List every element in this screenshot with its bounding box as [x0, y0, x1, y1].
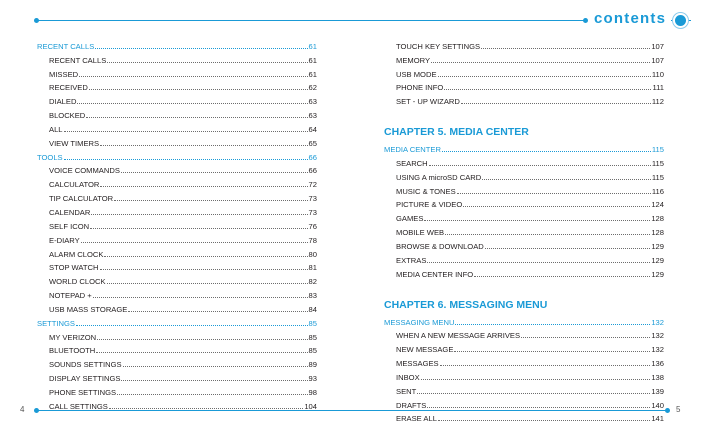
- toc-entry-label: SET - UP WIZARD: [396, 97, 460, 107]
- toc-entry-row[interactable]: [384, 182, 664, 196]
- toc-entry-label: SENT: [396, 386, 417, 396]
- dot-leader: [481, 48, 650, 49]
- toc-page-number: 73: [308, 194, 317, 204]
- toc-page-number: 85: [308, 332, 317, 342]
- toc-page-number: 65: [308, 138, 317, 148]
- toc-page-number: 115: [651, 145, 664, 155]
- toc-page-number: 82: [308, 277, 317, 287]
- toc-entry-label: MUSIC & TONES: [396, 186, 456, 196]
- dot-leader: [442, 151, 651, 152]
- toc-page-number: 136: [651, 359, 664, 369]
- dot-leader: [128, 311, 307, 312]
- dot-leader: [121, 380, 307, 381]
- toc-entry-label: DISPLAY SETTINGS: [49, 374, 121, 384]
- toc-entry-row[interactable]: [384, 223, 664, 237]
- dot-leader: [444, 89, 651, 90]
- dot-leader: [86, 117, 307, 118]
- toc-page-number: 132: [651, 317, 664, 327]
- dot-leader: [482, 179, 651, 180]
- toc-entry-label: CALENDAR: [49, 207, 91, 217]
- header-rule-end-dot: [583, 18, 588, 23]
- toc-entry-label: SEARCH: [396, 158, 428, 168]
- chapter-heading: CHAPTER 6. MESSAGING MENU: [384, 298, 548, 311]
- toc-entry-label: WORLD CLOCK: [49, 277, 106, 287]
- toc-entry-label: USB MODE: [396, 69, 437, 79]
- toc-section-row[interactable]: [384, 140, 664, 154]
- toc-entry-label: ERASE ALL: [396, 414, 437, 424]
- dot-leader: [455, 324, 650, 325]
- toc-entry-row[interactable]: [384, 79, 664, 93]
- toc-page-number: 61: [308, 69, 317, 79]
- dot-leader: [431, 62, 650, 63]
- toc-page-number: 66: [308, 166, 317, 176]
- toc-entry-label: RECENT CALLS: [37, 41, 95, 51]
- toc-page-number: 81: [308, 263, 317, 273]
- toc-entry-label: MEMORY: [396, 55, 431, 65]
- toc-page-number: 141: [651, 414, 664, 424]
- toc-page-number: 138: [651, 372, 664, 382]
- toc-page-number: 89: [308, 360, 317, 370]
- toc-entry-label: MISSED: [49, 69, 79, 79]
- toc-entry-label: MESSAGES: [396, 359, 439, 369]
- toc-entry-label: ALARM CLOCK: [49, 249, 104, 259]
- toc-page-number: 76: [308, 221, 317, 231]
- toc-entry-label: NOTEPAD +: [49, 291, 92, 301]
- dot-leader: [421, 379, 651, 380]
- dot-leader: [109, 408, 304, 409]
- toc-page-number: 66: [308, 152, 317, 162]
- toc-page-number: 72: [308, 180, 317, 190]
- toc-page-number: 128: [651, 214, 664, 224]
- toc-entry-row[interactable]: [37, 51, 317, 65]
- toc-page-number: 132: [651, 345, 664, 355]
- toc-entry-row[interactable]: [384, 92, 664, 106]
- toc-section-row[interactable]: [384, 313, 664, 327]
- toc-entry-row[interactable]: [384, 410, 664, 424]
- dot-leader: [91, 214, 307, 215]
- toc-page-number: 107: [651, 55, 664, 65]
- toc-entry-row[interactable]: [37, 286, 317, 300]
- toc-entry-row[interactable]: [37, 217, 317, 231]
- toc-entry-row[interactable]: [37, 120, 317, 134]
- toc-entry-row[interactable]: [37, 328, 317, 342]
- dot-leader: [521, 337, 650, 338]
- toc-entry-label: VIEW TIMERS: [49, 138, 100, 148]
- chapter-spacer: [384, 279, 664, 292]
- dot-leader: [485, 248, 651, 249]
- toc-entry-label: TOOLS: [37, 152, 63, 162]
- toc-page-number: 124: [651, 200, 664, 210]
- dot-leader: [445, 234, 650, 235]
- toc-page-number: 129: [651, 241, 664, 251]
- dot-leader: [107, 283, 308, 284]
- toc-entry-row[interactable]: [384, 382, 664, 396]
- toc-entry-row[interactable]: [37, 369, 317, 383]
- toc-entry-label: BLOCKED: [49, 111, 86, 121]
- dot-leader: [95, 48, 307, 49]
- dot-leader: [104, 256, 307, 257]
- toc-entry-label: PICTURE & VIDEO: [396, 200, 463, 210]
- dot-leader: [97, 339, 307, 340]
- dot-leader: [90, 228, 307, 229]
- toc-entry-label: SELF ICON: [49, 221, 90, 231]
- toc-entry-row[interactable]: [37, 134, 317, 148]
- toc-entry-label: RECENT CALLS: [49, 55, 107, 65]
- toc-page-number: 85: [308, 346, 317, 356]
- toc-entry-row[interactable]: [37, 203, 317, 217]
- dot-leader: [107, 62, 307, 63]
- toc-page-number: 132: [651, 331, 664, 341]
- toc-entry-row[interactable]: [37, 92, 317, 106]
- toc-entry-label: BROWSE & DOWNLOAD: [396, 241, 484, 251]
- toc-entry-row[interactable]: [37, 231, 317, 245]
- toc-entry-row[interactable]: [37, 189, 317, 203]
- toc-entry-label: E-DIARY: [49, 235, 80, 245]
- toc-page-number: 73: [308, 207, 317, 217]
- toc-page-number: 115: [651, 158, 664, 168]
- toc-entry-row[interactable]: [384, 237, 664, 251]
- dot-leader: [457, 193, 651, 194]
- toc-page-number: 64: [308, 124, 317, 134]
- toc-entry-label: DRAFTS: [396, 400, 427, 410]
- toc-page-number: 111: [652, 83, 664, 93]
- toc-entry-row[interactable]: [384, 65, 664, 79]
- toc-entry-row[interactable]: [37, 245, 317, 259]
- toc-page-number: 80: [308, 249, 317, 259]
- toc-page-number: 63: [308, 97, 317, 107]
- toc-entry-row[interactable]: [384, 327, 664, 341]
- dot-leader: [474, 276, 650, 277]
- toc-page-number: 83: [308, 291, 317, 301]
- dot-leader: [424, 220, 650, 221]
- toc-entry-row[interactable]: [37, 397, 317, 411]
- toc-page-number: 93: [308, 374, 317, 384]
- dot-leader: [438, 420, 650, 421]
- dot-leader: [64, 131, 308, 132]
- toc-page-number: 129: [651, 255, 664, 265]
- toc-entry-label: GAMES: [396, 214, 424, 224]
- toc-entry-row[interactable]: [37, 79, 317, 93]
- toc-entry-row[interactable]: [37, 355, 317, 369]
- dot-leader: [114, 200, 307, 201]
- dot-leader: [427, 407, 650, 408]
- toc-page-number: 104: [304, 401, 317, 411]
- toc-page-number: 115: [651, 172, 664, 182]
- toc-entry-label: TIP CALCULATOR: [49, 194, 114, 204]
- page-title: contents: [594, 10, 667, 27]
- dot-leader: [121, 172, 308, 173]
- dot-leader: [438, 76, 651, 77]
- toc-entry-label: WHEN A NEW MESSAGE ARRIVES: [396, 331, 521, 341]
- toc-entry-row[interactable]: [37, 65, 317, 79]
- toc-entry-row[interactable]: [384, 168, 664, 182]
- toc-entry-label: MOBILE WEB: [396, 228, 445, 238]
- dot-leader: [429, 165, 651, 166]
- toc-entry-row[interactable]: [384, 196, 664, 210]
- header-ornament-dot: [675, 15, 686, 26]
- toc-entry-row[interactable]: [384, 51, 664, 65]
- toc-page-number: 85: [308, 318, 317, 328]
- toc-entry-label: MEDIA CENTER INFO: [396, 269, 474, 279]
- dot-leader: [440, 365, 651, 366]
- dot-leader: [89, 89, 308, 90]
- toc-entry-label: MY VERIZON: [49, 332, 97, 342]
- toc-page-number: 84: [308, 304, 317, 314]
- right-page-number: 5: [676, 405, 681, 414]
- toc-page-number: 61: [308, 41, 317, 51]
- toc-page-number: 112: [651, 97, 664, 107]
- dot-leader: [100, 145, 307, 146]
- toc-section-row[interactable]: [37, 314, 317, 328]
- dot-leader: [417, 393, 650, 394]
- dot-leader: [77, 103, 307, 104]
- toc-entry-row[interactable]: [37, 106, 317, 120]
- toc-page-number: 110: [651, 69, 664, 79]
- dot-leader: [96, 352, 307, 353]
- toc-entry-label: ALL: [49, 124, 63, 134]
- toc-entry-label: INBOX: [396, 372, 420, 382]
- toc-entry-label: TOUCH KEY SETTINGS: [396, 41, 481, 51]
- toc-page-number: 139: [651, 386, 664, 396]
- toc-left-column: [37, 37, 317, 411]
- toc-entry-label: CALL SETTINGS: [49, 401, 108, 411]
- left-page-number: 4: [20, 405, 25, 414]
- toc-entry-label: MESSAGING MENU: [384, 317, 455, 327]
- toc-entry-label: VOICE COMMANDS: [49, 166, 120, 176]
- dot-leader: [117, 394, 307, 395]
- toc-page-number: 116: [651, 186, 664, 196]
- dot-leader: [461, 103, 651, 104]
- toc-entry-label: STOP WATCH: [49, 263, 99, 273]
- toc-entry-label: EXTRAS: [396, 255, 427, 265]
- toc-entry-row[interactable]: [37, 272, 317, 286]
- toc-page-number: 140: [651, 400, 664, 410]
- toc-entry-label: MEDIA CENTER: [384, 145, 441, 155]
- toc-page-number: 129: [651, 269, 664, 279]
- toc-entry-label: BLUETOOTH: [49, 346, 96, 356]
- dot-leader: [81, 242, 308, 243]
- toc-entry-row[interactable]: [37, 162, 317, 176]
- header-rule: [36, 20, 584, 21]
- toc-page-number: 78: [308, 235, 317, 245]
- toc-entry-row[interactable]: [37, 342, 317, 356]
- toc-entry-row[interactable]: [384, 251, 664, 265]
- toc-page-number: 63: [308, 111, 317, 121]
- dot-leader: [76, 325, 308, 326]
- dot-leader: [463, 206, 650, 207]
- toc-entry-label: SETTINGS: [37, 318, 75, 328]
- dot-leader: [100, 269, 308, 270]
- toc-page-number: 128: [651, 228, 664, 238]
- toc-entry-row[interactable]: [384, 37, 664, 51]
- toc-page-number: 61: [308, 55, 317, 65]
- dot-leader: [64, 159, 308, 160]
- toc-entry-label: DIALED: [49, 97, 77, 107]
- toc-entry-label: PHONE INFO: [396, 83, 444, 93]
- toc-section-row[interactable]: [37, 37, 317, 51]
- toc-entry-label: CALCULATOR: [49, 180, 100, 190]
- toc-entry-label: PHONE SETTINGS: [49, 387, 117, 397]
- dot-leader: [427, 262, 650, 263]
- dot-leader: [79, 76, 307, 77]
- toc-entry-row[interactable]: [384, 354, 664, 368]
- toc-entry-row[interactable]: [384, 368, 664, 382]
- footer-rule-end-dot: [665, 408, 670, 413]
- toc-page-number: 98: [308, 387, 317, 397]
- dot-leader: [93, 297, 308, 298]
- toc-entry-row[interactable]: [384, 154, 664, 168]
- toc-entry-row[interactable]: [384, 209, 664, 223]
- toc-entry-label: NEW MESSAGE: [396, 345, 454, 355]
- toc-entry-row[interactable]: [384, 340, 664, 354]
- toc-entry-row[interactable]: [37, 175, 317, 189]
- toc-page-number: 62: [308, 83, 317, 93]
- toc-page-number: 107: [651, 41, 664, 51]
- toc-right-column: [384, 37, 664, 423]
- toc-entry-row[interactable]: [37, 383, 317, 397]
- chapter-spacer: [384, 106, 664, 119]
- dot-leader: [454, 351, 650, 352]
- dot-leader: [123, 366, 308, 367]
- toc-entry-row[interactable]: [37, 300, 317, 314]
- dot-leader: [100, 186, 307, 187]
- toc-entry-row[interactable]: [37, 259, 317, 273]
- toc-entry-row[interactable]: [384, 265, 664, 279]
- toc-entry-label: USB MASS STORAGE: [49, 304, 128, 314]
- toc-entry-row[interactable]: [384, 396, 664, 410]
- toc-entry-label: RECEIVED: [49, 83, 88, 93]
- toc-entry-label: USING A microSD CARD: [396, 172, 482, 182]
- toc-section-row[interactable]: [37, 148, 317, 162]
- toc-entry-label: SOUNDS SETTINGS: [49, 360, 122, 370]
- chapter-heading: CHAPTER 5. MEDIA CENTER: [384, 126, 529, 139]
